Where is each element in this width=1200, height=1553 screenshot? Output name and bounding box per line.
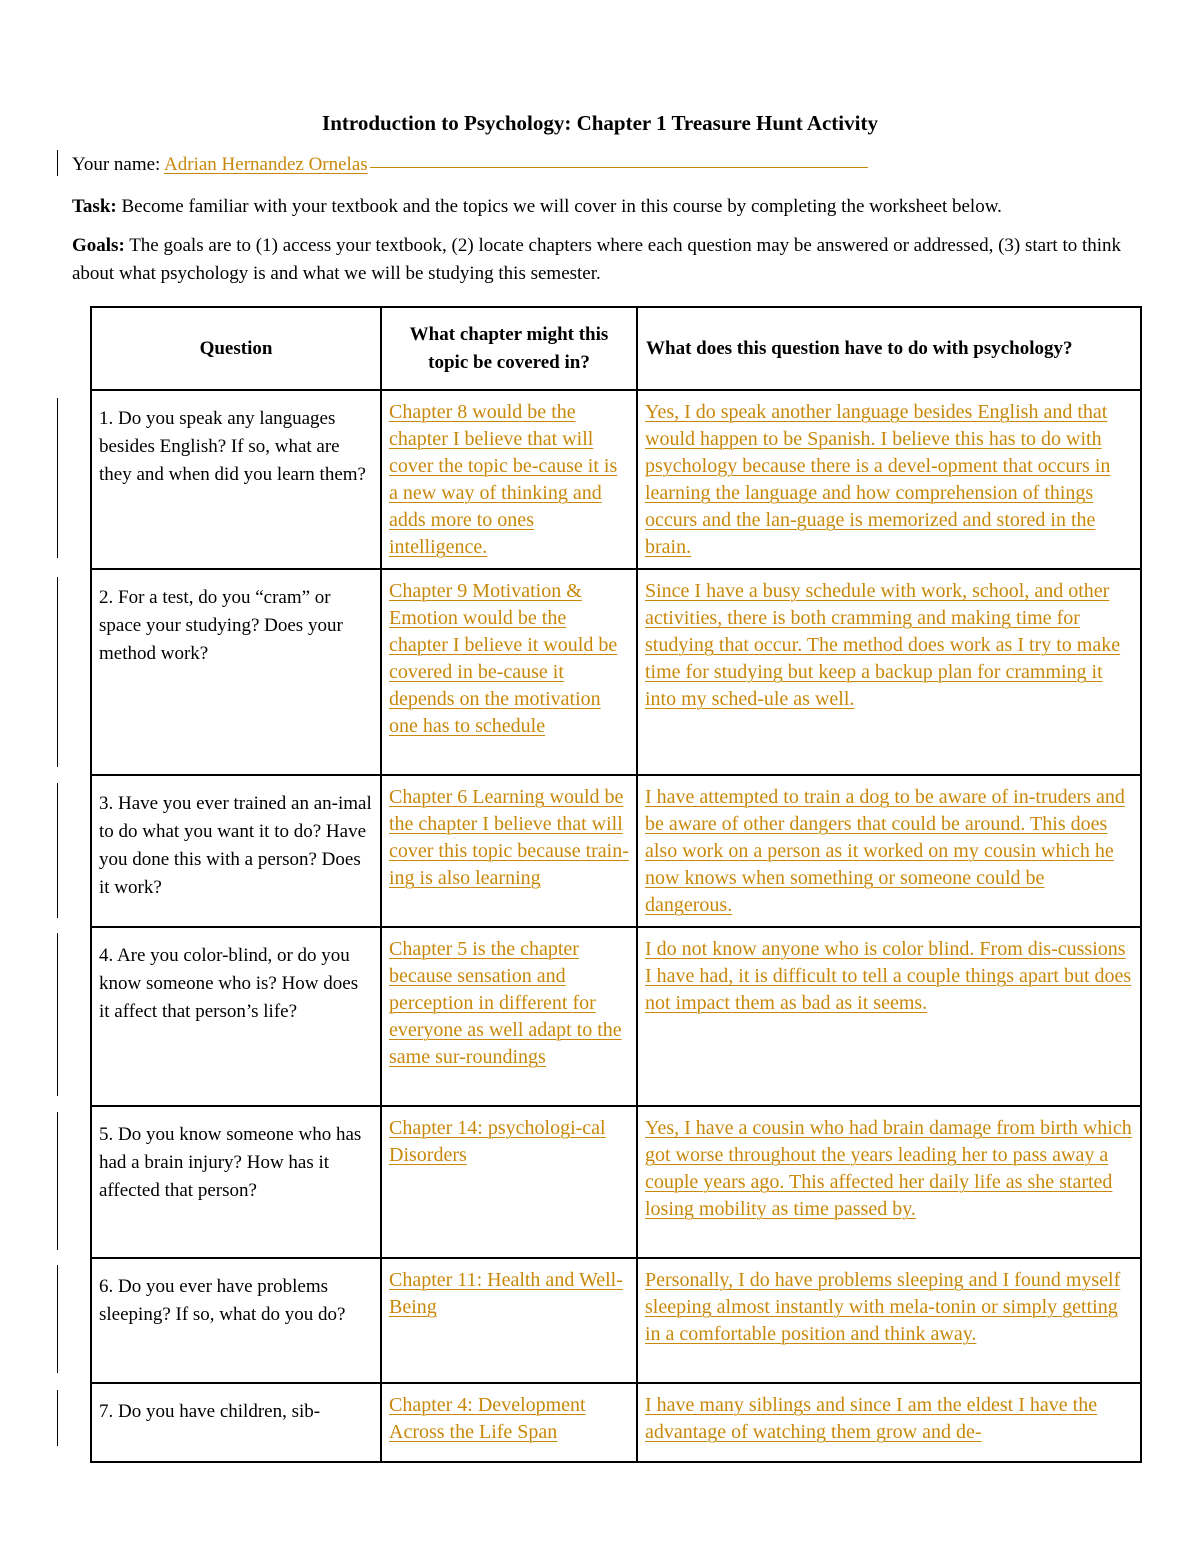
header-question: Question (91, 307, 381, 390)
psychology-cell[interactable] (637, 1383, 1141, 1462)
psychology-answer: I have attempted to train a dog to be aware of in-truders and be aware of other dangers that could be around. This does also work on a person as it worked on my cousin which he now knows when something or someone could be dangerous. (645, 786, 1125, 916)
name-value[interactable]: Adrian Hernandez Ornelas (164, 154, 368, 175)
question-cell: 4. Are you color-blind, or do you know someone who is? How does it affect that person’s life? (91, 927, 381, 1106)
header-psychology: What does this question have to do with psychology? (637, 307, 1141, 390)
goals-label: Goals: (72, 235, 125, 256)
psychology-answer: Yes, I do speak another language besides English and that would happen to be Spanish. I believe this has to do with psychology because there is a devel-opment that occurs in learning the language and how comprehension of things occurs and the lan-guage is memorized and stored in the brain. (645, 401, 1111, 558)
table-row (91, 1258, 1141, 1383)
question-cell: 5. Do you know someone who has had a brain injury? How has it affected that person? (91, 1106, 381, 1258)
psychology-answer: Yes, I have a cousin who had brain damage from birth which got worse throughout the years leading her to pass away a couple years ago. This affected her daily life as she started losing mobility as time passed by. (645, 1117, 1132, 1220)
psychology-cell[interactable] (637, 569, 1141, 775)
chapter-cell[interactable] (381, 1106, 637, 1258)
table-row (91, 775, 1141, 927)
chapter-answer: Chapter 4: Development Across the Life Span (389, 1394, 586, 1443)
header-chapter: What chapter might this topic be covered in? (381, 307, 637, 390)
question-cell: 2. For a test, do you “cram” or space your studying? Does your method work? (91, 569, 381, 775)
table-row (91, 1383, 1141, 1462)
goals-text: The goals are to (1) access your textbook, (2) locate chapters where each question may be answered or addressed, (3) start to think about what psychology is and what we will be studying this semester. (72, 235, 1122, 284)
goals-paragraph (72, 232, 1142, 288)
question-cell: 6. Do you ever have problems sleeping? If so, what do you do? (91, 1258, 381, 1383)
chapter-cell[interactable] (381, 569, 637, 775)
change-bar (57, 398, 58, 558)
chapter-cell[interactable] (381, 1383, 637, 1462)
table-header-row (91, 307, 1141, 390)
chapter-cell[interactable] (381, 390, 637, 569)
change-bar (57, 783, 58, 918)
table-row (91, 927, 1141, 1106)
chapter-answer: Chapter 6 Learning would be the chapter I believe that will cover this topic because train-ing is also learning (389, 786, 629, 889)
question-cell: 7. Do you have children, sib- (91, 1383, 381, 1462)
change-bar (57, 577, 58, 767)
chapter-answer: Chapter 5 is the chapter because sensation and perception in different for everyone as well adapt to the same sur-roundings (389, 938, 622, 1068)
psychology-cell[interactable] (637, 1106, 1141, 1258)
chapter-answer: Chapter 8 would be the chapter I believe that will cover the topic be-cause it is a new way of thinking and adds more to ones intelligence. (389, 401, 618, 558)
name-fill-line (370, 167, 868, 168)
psychology-cell[interactable] (637, 775, 1141, 927)
chapter-answer: Chapter 14: psychologi-cal Disorders (389, 1117, 606, 1166)
chapter-answer: Chapter 9 Motivation & Emotion would be the chapter I believe it would be covered in be-cause it depends on the motivation one has to schedule (389, 580, 618, 737)
chapter-answer: Chapter 11: Health and Well-Being (389, 1269, 623, 1318)
psychology-answer: I have many siblings and since I am the eldest I have the advantage of watching them grow and de- (645, 1394, 1098, 1443)
question-cell: 3. Have you ever trained an an-imal to do what you want it to do? Have you done this with a person? Does it work? (91, 775, 381, 927)
table-row (91, 1106, 1141, 1258)
task-text: Become familiar with your textbook and the topics we will cover in this course by completing the worksheet below. (116, 196, 1002, 217)
table-row (91, 390, 1141, 569)
chapter-cell[interactable] (381, 775, 637, 927)
chapter-cell[interactable] (381, 1258, 637, 1383)
name-label: Your name: (72, 154, 161, 175)
chapter-cell[interactable] (381, 927, 637, 1106)
treasure-hunt-table (90, 306, 1142, 1463)
change-bar (57, 1265, 58, 1373)
psychology-answer: I do not know anyone who is color blind. From dis-cussions I have had, it is difficult to tell a couple things apart but does not impact them as bad as it seems. (645, 938, 1132, 1014)
change-bar (57, 1112, 58, 1250)
change-bar (57, 933, 58, 1096)
change-bar (57, 150, 58, 176)
psychology-cell[interactable] (637, 927, 1141, 1106)
page-title: Introduction to Psychology: Chapter 1 Treasure Hunt Activity (322, 111, 878, 135)
change-bar (57, 1390, 58, 1446)
psychology-cell[interactable] (637, 1258, 1141, 1383)
name-line (72, 154, 868, 176)
table-row (91, 569, 1141, 775)
psychology-answer: Since I have a busy schedule with work, school, and other activities, there is both cramming and making time for studying that occur. The method does work as I try to make time for studying but keep a backup plan for cramming it into my sched-ule as well. (645, 580, 1121, 710)
task-paragraph (72, 193, 1142, 221)
task-label: Task: (72, 196, 117, 217)
psychology-cell[interactable] (637, 390, 1141, 569)
psychology-answer: Personally, I do have problems sleeping and I found myself sleeping almost instantly with mela-tonin or simply getting in a comfortable position and think away. (645, 1269, 1121, 1345)
question-cell: 1. Do you speak any languages besides English? If so, what are they and when did you learn them? (91, 390, 381, 569)
